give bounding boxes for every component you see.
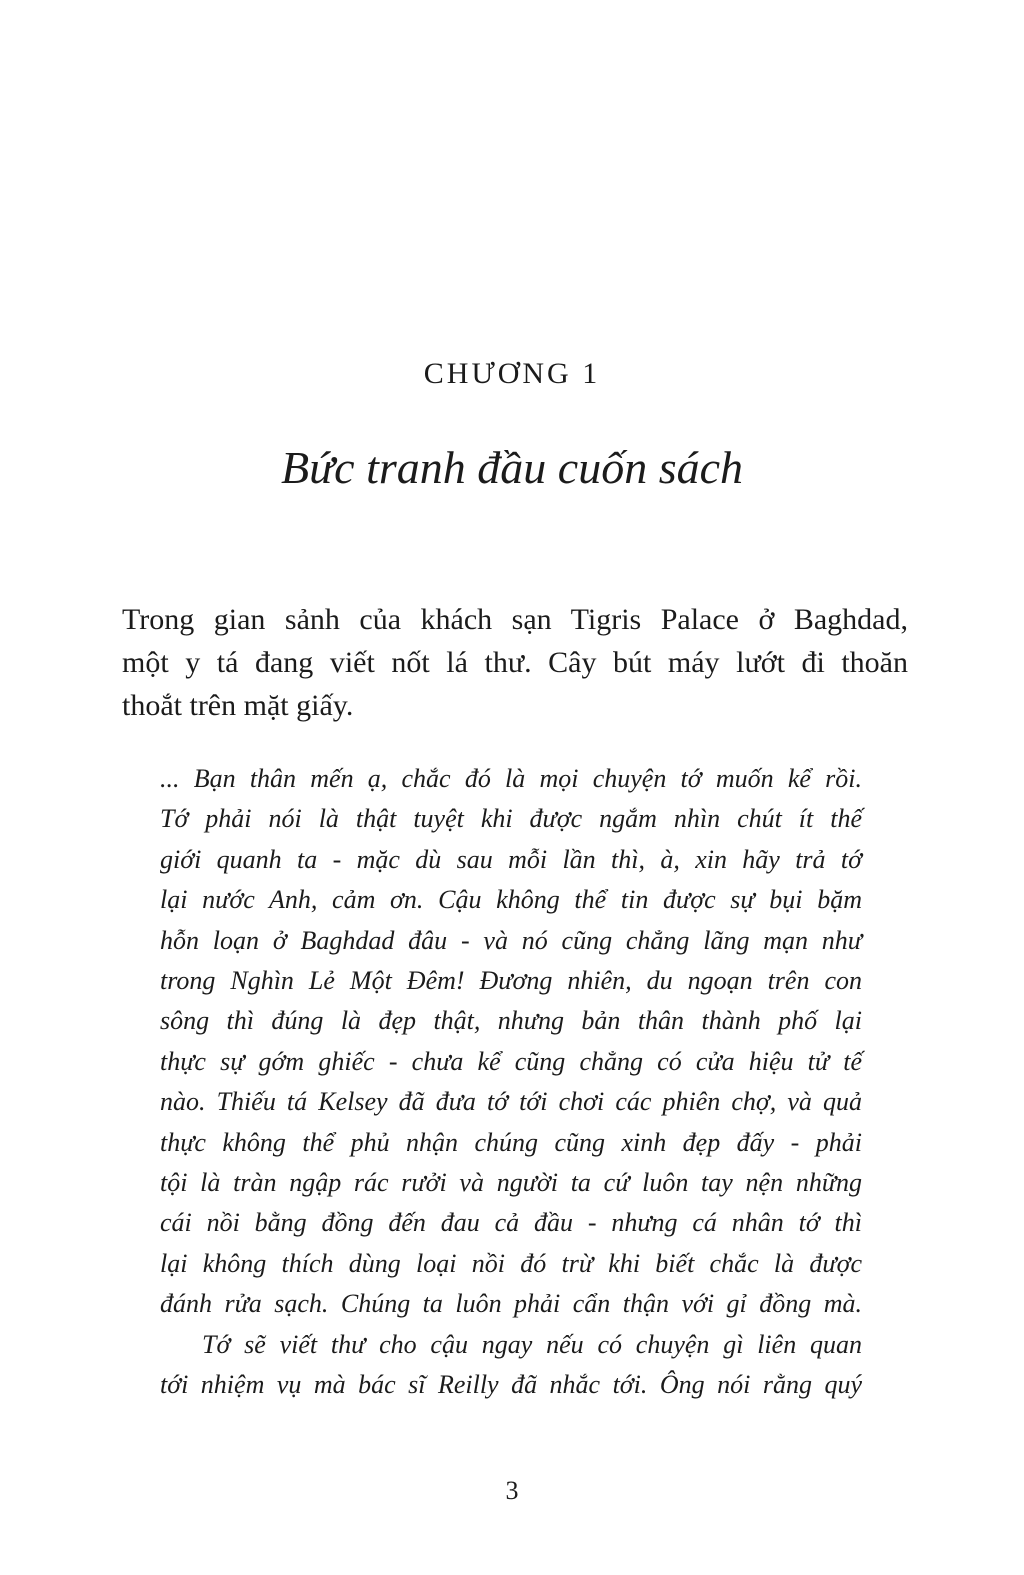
text-line: sông thì đúng là đẹp thật, nhưng bản thân thành phố lại bbox=[160, 1006, 862, 1036]
text-line: Tớ phải nói là thật tuyệt khi được ngắm nhìn chút ít thế bbox=[160, 804, 862, 834]
text-line: giới quanh ta - mặc dù sau mỗi lần thì, à, xin hãy trả tớ bbox=[160, 844, 862, 874]
text-line: lại nước Anh, cảm ơn. Cậu không thể tin được sự bụi bặm bbox=[160, 885, 862, 915]
text-line: trong Nghìn Lẻ Một Đêm! Đương nhiên, du ngoạn trên con bbox=[160, 966, 862, 996]
letter-passage bbox=[160, 759, 862, 1406]
text-line: đánh rửa sạch. Chúng ta luôn phải cẩn thận với gỉ đồng mà. bbox=[160, 1289, 862, 1319]
text-line: nào. Thiếu tá Kelsey đã đưa tớ tới chơi các phiên chợ, và quả bbox=[160, 1087, 862, 1117]
text-line: Trong gian sảnh của khách sạn Tigris Palace ở Baghdad, bbox=[122, 603, 908, 636]
text-line: thoắt trên mặt giấy. bbox=[122, 689, 354, 722]
text-line: lại không thích dùng loại nồi đó trừ khi biết chắc là được bbox=[160, 1248, 862, 1278]
intro-paragraph bbox=[122, 598, 908, 727]
chapter-title: Bức tranh đầu cuốn sách bbox=[280, 442, 744, 493]
text-line: thực sự gớm ghiếc - chưa kể cũng chẳng có cửa hiệu tử tế bbox=[160, 1046, 862, 1076]
text-line: Tớ sẽ viết thư cho cậu ngay nếu có chuyện gì liên quan bbox=[202, 1329, 862, 1359]
page-number: 3 bbox=[505, 1475, 519, 1505]
text-line: tội là tràn ngập rác rưởi và người ta cứ luôn tay nện những bbox=[160, 1168, 862, 1198]
chapter-label: CHƯƠNG 1 bbox=[423, 357, 601, 390]
text-line: cái nồi bằng đồng đến đau cả đầu - nhưng cá nhân tớ thì bbox=[160, 1208, 862, 1238]
text-line: thực không thể phủ nhận chúng cũng xinh đẹp đấy - phải bbox=[160, 1127, 862, 1157]
text-line: ... Bạn thân mến ạ, chắc đó là mọi chuyện tớ muốn kể rồi. bbox=[160, 764, 862, 793]
text-line: tới nhiệm vụ mà bác sĩ Reilly đã nhắc tới. Ông nói rằng quý bbox=[160, 1370, 862, 1400]
text-line: một y tá đang viết nốt lá thư. Cây bút máy lướt đi thoăn bbox=[122, 646, 908, 679]
text-line: hỗn loạn ở Baghdad đâu - và nó cũng chẳng lãng mạn như bbox=[160, 925, 862, 955]
